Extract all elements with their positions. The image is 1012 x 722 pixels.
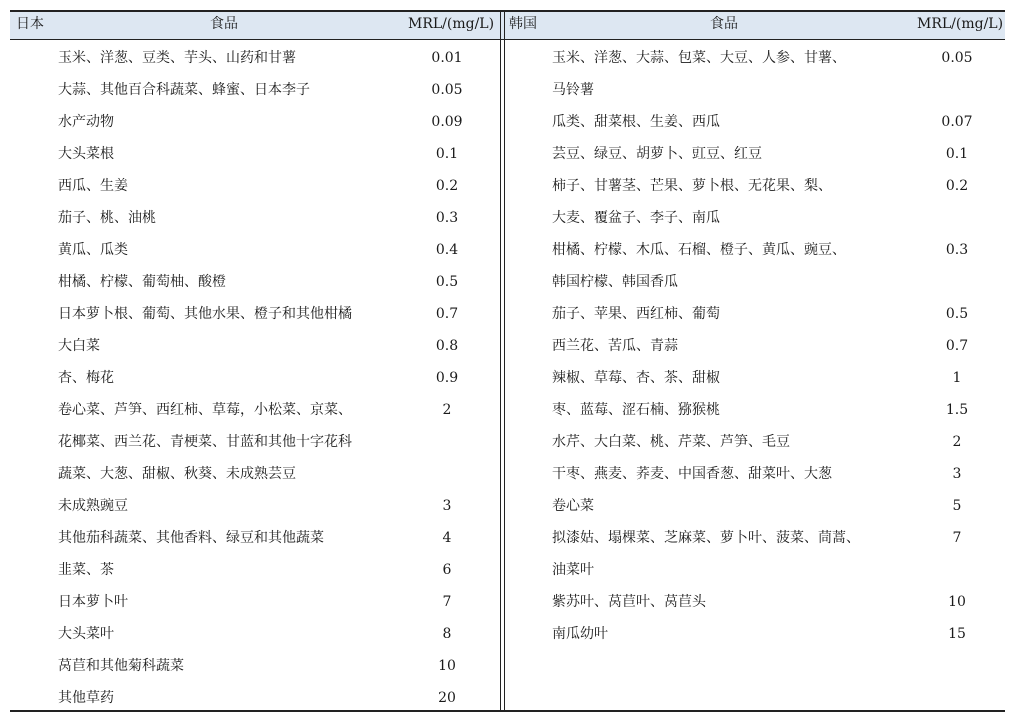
japan-food-cell: 未成熟豌豆 bbox=[58, 498, 128, 514]
japan-food-cell: 茄子、桃、油桃 bbox=[58, 210, 156, 226]
japan-mrl-cell: 0.01 bbox=[431, 50, 463, 66]
korea-food-cell: 水芹、大白菜、桃、芹菜、芦笋、毛豆 bbox=[552, 434, 790, 450]
japan-mrl-cell: 6 bbox=[442, 562, 452, 578]
korea-mrl-cell: 0.3 bbox=[945, 242, 969, 258]
header-japan: 日本 bbox=[16, 16, 44, 32]
japan-food-cell: 卷心菜、芦笋、西红柿、草莓，小松菜、京菜、 bbox=[58, 402, 352, 418]
japan-mrl-cell: 0.7 bbox=[435, 306, 459, 322]
japan-food-cell: 柑橘、柠檬、葡萄柚、酸橙 bbox=[58, 274, 226, 290]
japan-food-cell: 韭菜、茶 bbox=[58, 562, 114, 578]
top-rule bbox=[10, 10, 1005, 12]
header-food-japan: 食品 bbox=[210, 16, 238, 32]
japan-mrl-cell: 0.8 bbox=[435, 338, 459, 354]
korea-food-cell: 干枣、燕麦、荞麦、中国香葱、甜菜叶、大葱 bbox=[552, 466, 832, 482]
japan-mrl-cell: 0.9 bbox=[435, 370, 459, 386]
japan-mrl-cell: 7 bbox=[442, 594, 452, 610]
column-divider-left bbox=[500, 10, 501, 712]
japan-food-cell: 杏、梅花 bbox=[58, 370, 114, 386]
korea-food-cell: 茄子、苹果、西红柿、葡萄 bbox=[552, 306, 720, 322]
korea-food-cell: 辣椒、草莓、杏、茶、甜椒 bbox=[552, 370, 720, 386]
japan-food-cell: 大头菜叶 bbox=[58, 626, 114, 642]
korea-food-cell: 大麦、覆盆子、李子、南瓜 bbox=[552, 210, 720, 226]
japan-mrl-cell: 20 bbox=[438, 690, 456, 706]
korea-mrl-cell: 3 bbox=[952, 466, 962, 482]
japan-mrl-cell bbox=[412, 426, 482, 458]
korea-mrl-cell bbox=[922, 266, 992, 298]
korea-mrl-cell: 2 bbox=[952, 434, 962, 450]
korea-food-cell: 芸豆、绿豆、胡萝卜、豇豆、红豆 bbox=[552, 146, 762, 162]
korea-mrl-cell: 15 bbox=[948, 626, 966, 642]
japan-mrl-cell: 2 bbox=[442, 402, 452, 418]
japan-food-cell: 黄瓜、瓜类 bbox=[58, 242, 128, 258]
korea-food-cell: 西兰花、苦瓜、青蒜 bbox=[552, 338, 678, 354]
header-korea: 韩国 bbox=[509, 16, 537, 32]
korea-mrl-cell: 0.5 bbox=[945, 306, 969, 322]
japan-food-cell: 其他草药 bbox=[58, 690, 114, 706]
korea-mrl-cell bbox=[922, 202, 992, 234]
japan-food-cell: 大白菜 bbox=[58, 338, 100, 354]
korea-mrl-cell: 0.1 bbox=[945, 146, 969, 162]
korea-food-cell: 南瓜幼叶 bbox=[552, 626, 608, 642]
japan-mrl-cell: 0.4 bbox=[435, 242, 459, 258]
japan-food-cell: 玉米、洋葱、豆类、芋头、山药和甘薯 bbox=[58, 50, 296, 66]
japan-food-cell: 大头菜根 bbox=[58, 146, 114, 162]
korea-mrl-cell bbox=[922, 74, 992, 106]
japan-mrl-cell: 0.1 bbox=[435, 146, 459, 162]
japan-mrl-cell: 3 bbox=[442, 498, 452, 514]
korea-food-cell: 卷心菜 bbox=[552, 498, 594, 514]
japan-mrl-cell: 4 bbox=[442, 530, 452, 546]
japan-mrl-cell: 8 bbox=[442, 626, 452, 642]
header-food-korea: 食品 bbox=[710, 16, 738, 32]
japan-food-cell: 花椰菜、西兰花、青梗菜、甘蓝和其他十字花科 bbox=[58, 434, 352, 450]
korea-food-cell: 柑橘、柠檬、木瓜、石榴、橙子、黄瓜、豌豆、 bbox=[552, 242, 846, 258]
korea-mrl-cell: 1.5 bbox=[945, 402, 969, 418]
bottom-rule bbox=[10, 710, 1005, 712]
japan-food-cell: 其他茄科蔬菜、其他香料、绿豆和其他蔬菜 bbox=[58, 530, 324, 546]
korea-food-cell: 拟漆姑、塌棵菜、芝麻菜、萝卜叶、菠菜、茼蒿、 bbox=[552, 530, 860, 546]
japan-mrl-cell: 0.2 bbox=[435, 178, 459, 194]
korea-mrl-cell: 0.2 bbox=[945, 178, 969, 194]
japan-food-cell: 日本萝卜叶 bbox=[58, 594, 128, 610]
japan-mrl-cell: 10 bbox=[438, 658, 456, 674]
japan-mrl-cell: 0.3 bbox=[435, 210, 459, 226]
japan-food-cell: 水产动物 bbox=[58, 114, 114, 130]
japan-mrl-cell: 0.09 bbox=[431, 114, 463, 130]
korea-mrl-cell: 7 bbox=[952, 530, 962, 546]
table-header bbox=[10, 10, 1005, 39]
column-divider-right bbox=[504, 10, 505, 712]
korea-food-cell: 油菜叶 bbox=[552, 562, 594, 578]
japan-food-cell: 日本萝卜根、葡萄、其他水果、橙子和其他柑橘 bbox=[58, 306, 352, 322]
japan-food-cell: 大蒜、其他百合科蔬菜、蜂蜜、日本李子 bbox=[58, 82, 310, 98]
korea-food-cell: 柿子、甘薯茎、芒果、萝卜根、无花果、梨、 bbox=[552, 178, 832, 194]
korea-mrl-cell: 10 bbox=[948, 594, 966, 610]
korea-mrl-cell: 0.05 bbox=[941, 50, 973, 66]
japan-mrl-cell: 0.05 bbox=[431, 82, 463, 98]
korea-food-cell: 韩国柠檬、韩国香瓜 bbox=[552, 274, 678, 290]
korea-food-cell: 马铃薯 bbox=[552, 82, 594, 98]
korea-mrl-cell bbox=[922, 554, 992, 586]
korea-mrl-cell: 0.7 bbox=[945, 338, 969, 354]
korea-mrl-cell: 0.07 bbox=[941, 114, 973, 130]
japan-mrl-cell bbox=[412, 458, 482, 490]
japan-food-cell: 蔬菜、大葱、甜椒、秋葵、未成熟芸豆 bbox=[58, 466, 296, 482]
korea-food-cell: 瓜类、甜菜根、生姜、西瓜 bbox=[552, 114, 720, 130]
header-mrl-japan: MRL/(mg/L) bbox=[408, 16, 495, 32]
header-rule bbox=[10, 39, 1005, 40]
japan-food-cell: 西瓜、生姜 bbox=[58, 178, 128, 194]
korea-food-cell: 玉米、洋葱、大蒜、包菜、大豆、人参、甘薯、 bbox=[552, 50, 846, 66]
header-mrl-korea: MRL/(mg/L) bbox=[917, 16, 1004, 32]
japan-food-cell: 莴苣和其他菊科蔬菜 bbox=[58, 658, 184, 674]
mrl-table bbox=[10, 10, 1005, 712]
korea-mrl-cell: 5 bbox=[952, 498, 962, 514]
korea-food-cell: 枣、蓝莓、涩石楠、猕猴桃 bbox=[552, 402, 720, 418]
korea-food-cell: 紫苏叶、莴苣叶、莴苣头 bbox=[552, 594, 706, 610]
japan-mrl-cell: 0.5 bbox=[435, 274, 459, 290]
korea-mrl-cell: 1 bbox=[952, 370, 962, 386]
